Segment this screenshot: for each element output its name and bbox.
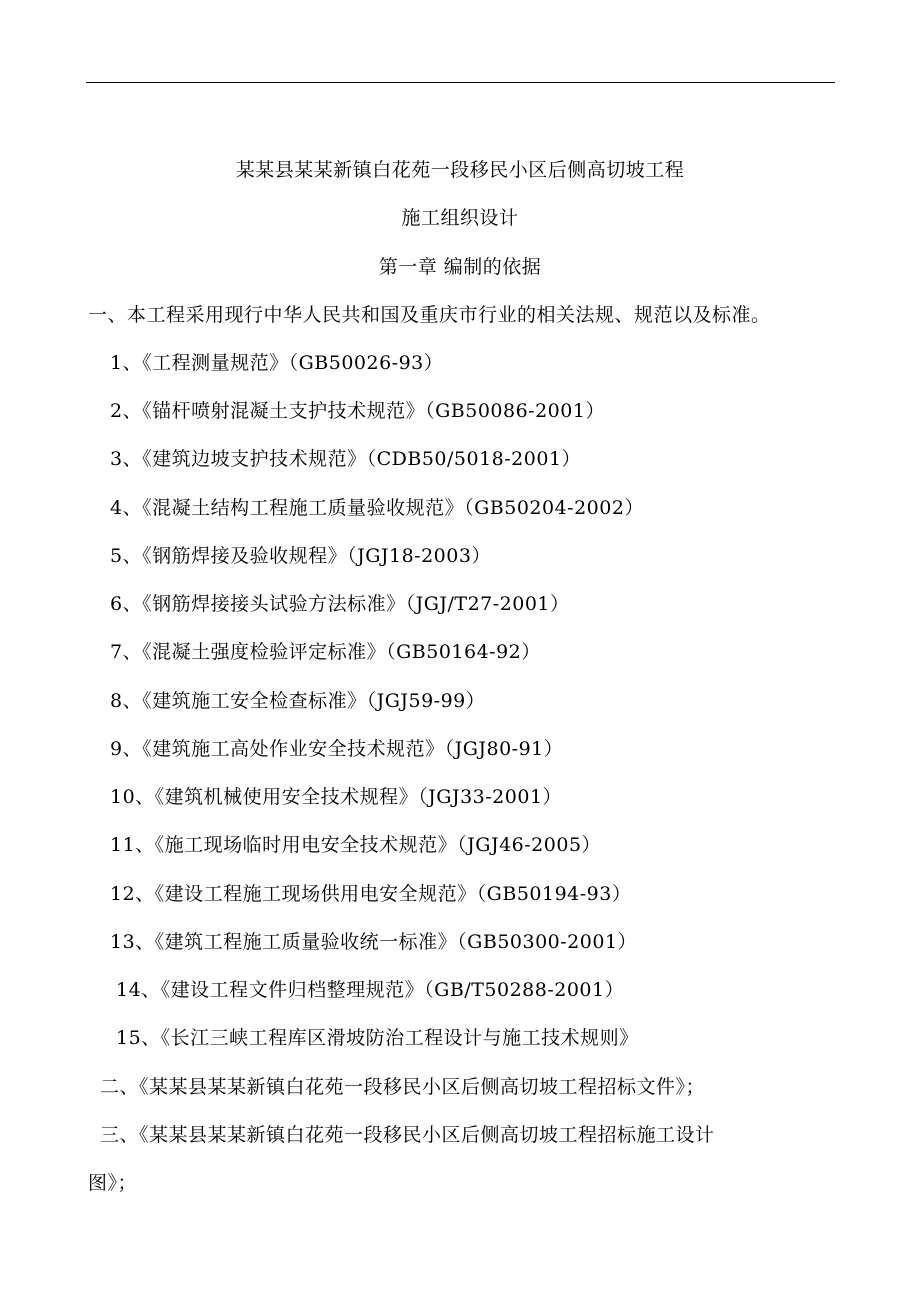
list-item: 12、《建设工程施工现场供用电安全规范》（GB50194-93） — [110, 883, 632, 905]
section-two: 二、《某某县某某新镇白花苑一段移民小区后侧高切坡工程招标文件》； — [100, 1076, 706, 1098]
list-item: 14、《建设工程文件归档整理规范》（GB/T50288-2001） — [116, 979, 625, 1001]
list-item: 4、《混凝土结构工程施工质量验收规范》（GB50204-2002） — [110, 497, 644, 519]
list-item: 7、《混凝土强度检验评定标准》（GB50164-92） — [110, 641, 541, 663]
list-item: 6、《钢筋焊接接头试验方法标准》（JGJ/T27-2001） — [110, 593, 570, 615]
section-three-line-1: 三、《某某县某某新镇白花苑一段移民小区后侧高切坡工程招标施工设计 — [100, 1124, 715, 1146]
list-item: 11、《施工现场临时用电安全技术规范》（JGJ46-2005） — [110, 834, 602, 856]
section-three-line-2: 图》； — [88, 1172, 138, 1194]
list-item: 3、《建筑边坡支护技术规范》（CDB50/5018-2001） — [110, 448, 582, 470]
section-one-heading: 一、本工程采用现行中华人民共和国及重庆市行业的相关法规、规范以及标准。 — [88, 304, 771, 326]
list-item: 15、《长江三峡工程库区滑坡防治工程设计与施工技术规则》 — [116, 1027, 639, 1049]
list-item: 2、《锚杆喷射混凝土支护技术规范》（GB50086-2001） — [110, 400, 605, 422]
list-item: 9、《建筑施工高处作业安全技术规范》（JGJ80-91） — [110, 738, 564, 760]
document-title: 某某县某某新镇白花苑一段移民小区后侧高切坡工程 — [235, 159, 685, 181]
header-rule — [86, 82, 835, 83]
list-item: 10、《建筑机械使用安全技术规程》（JGJ33-2001） — [110, 786, 563, 808]
document-subtitle: 施工组织设计 — [401, 207, 519, 229]
list-item: 8、《建筑施工安全检查标准》（JGJ59-99） — [110, 690, 486, 712]
list-item: 13、《建筑工程施工质量验收统一标准》（GB50300-2001） — [110, 931, 638, 953]
list-item: 1、《工程测量规范》（GB50026-93） — [110, 352, 444, 374]
list-item: 5、《钢筋焊接及验收规程》（JGJ18-2003） — [110, 545, 491, 567]
chapter-heading: 第一章 编制的依据 — [378, 256, 542, 278]
